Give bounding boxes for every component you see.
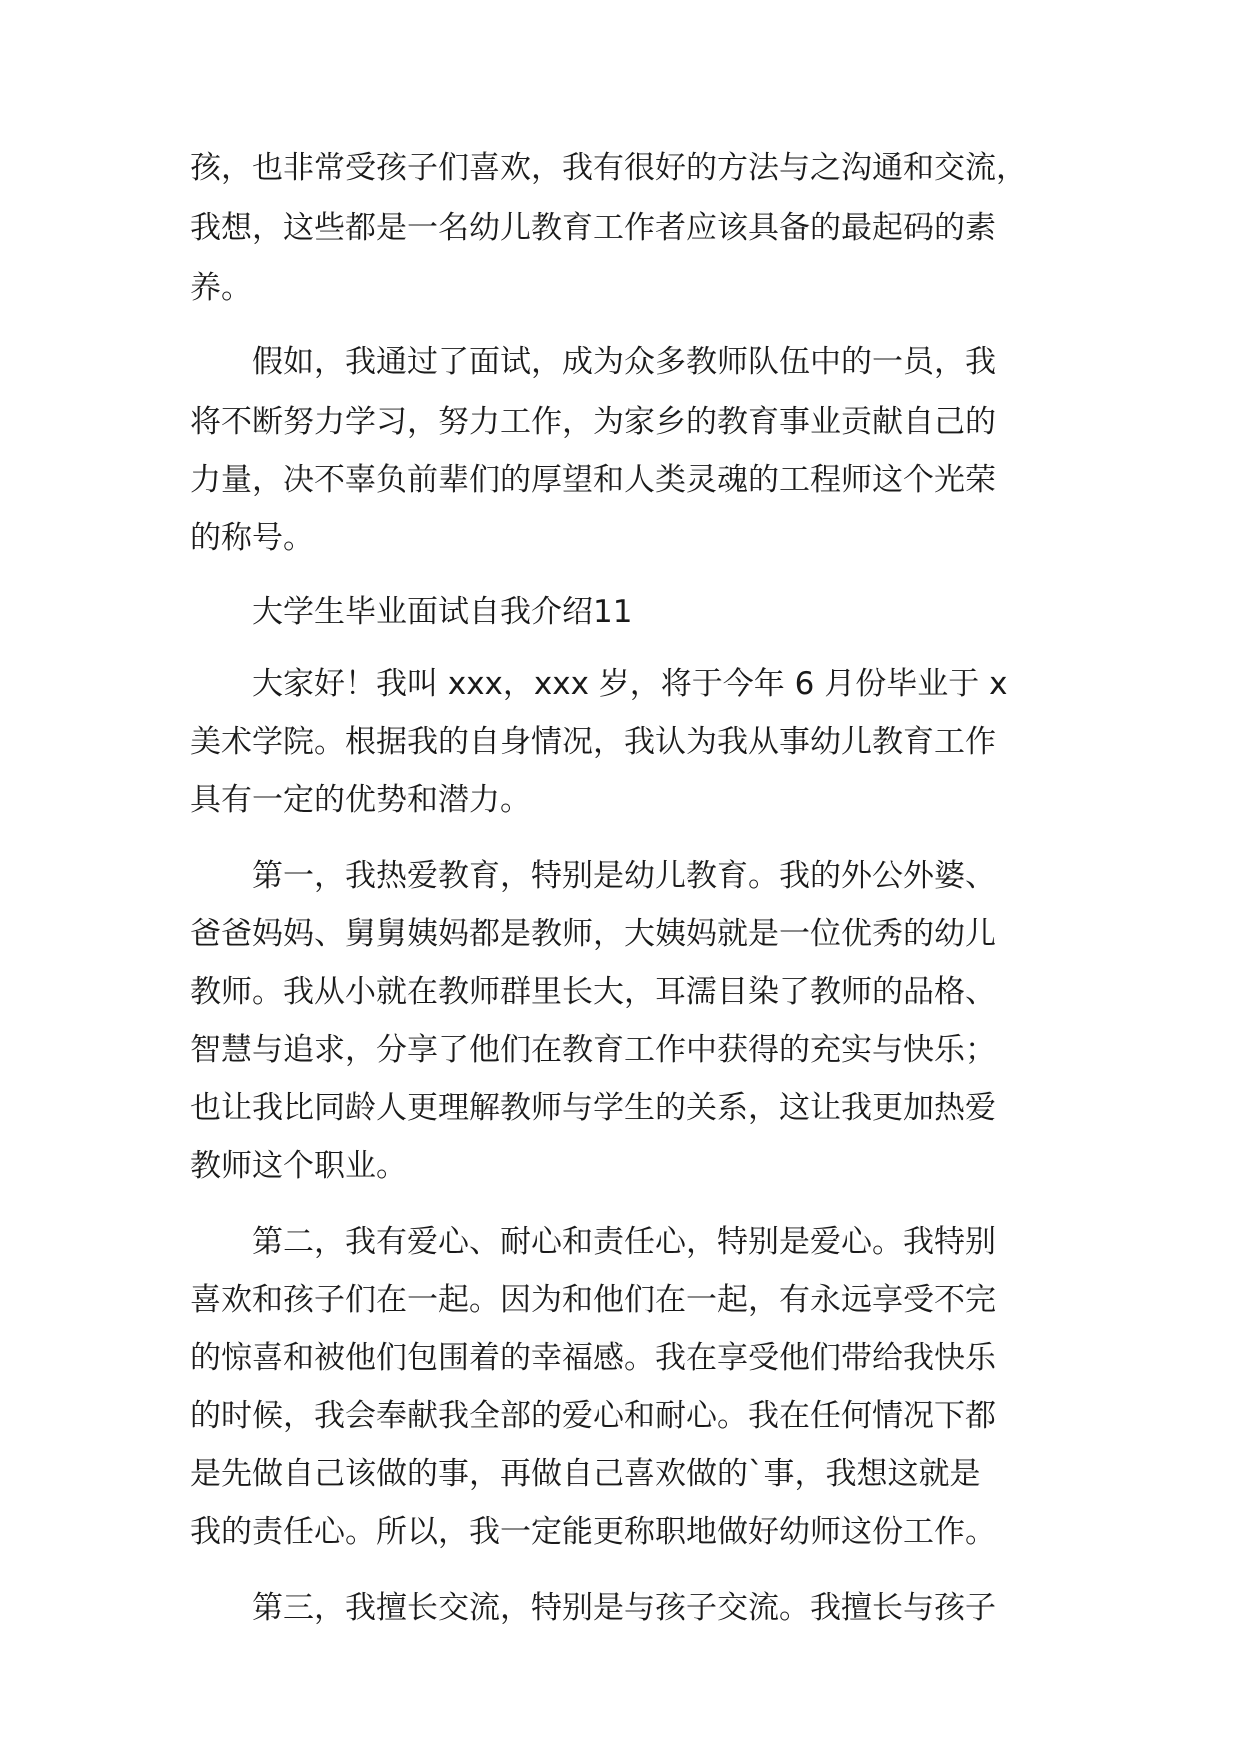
paragraph-first-line: 第一，我热爱教育，特别是幼儿教育。我的外公外婆、 bbox=[252, 858, 996, 894]
text-line: 我的责任心。所以，我一定能更称职地做好幼师这份工作。 bbox=[190, 1514, 996, 1550]
text-line: 我想，这些都是一名幼儿教育工作者应该具备的最起码的素 bbox=[190, 210, 996, 246]
text-line: 是先做自己该做的事，再做自己喜欢做的`事，我想这就是 bbox=[190, 1456, 981, 1492]
text-line: 美术学院。根据我的自身情况，我认为我从事幼儿教育工作 bbox=[190, 724, 996, 760]
paragraph-first-line: 第二，我有爱心、耐心和责任心，特别是爱心。我特别 bbox=[252, 1224, 996, 1260]
paragraph-first-line: 假如，我通过了面试，成为众多教师队伍中的一员，我 bbox=[252, 344, 996, 380]
text-line: 将不断努力学习，努力工作，为家乡的教育事业贡献自己的 bbox=[190, 404, 996, 440]
text-line: 孩，也非常受孩子们喜欢，我有很好的方法与之沟通和交流， bbox=[190, 150, 1027, 186]
text-line: 的称号。 bbox=[190, 520, 314, 556]
text-line: 喜欢和孩子们在一起。因为和他们在一起，有永远享受不完 bbox=[190, 1282, 996, 1318]
text-line: 智慧与追求，分享了他们在教育工作中获得的充实与快乐； bbox=[190, 1032, 996, 1068]
text-line: 养。 bbox=[190, 270, 252, 306]
text-line: 爸爸妈妈、舅舅姨妈都是教师，大姨妈就是一位优秀的幼儿 bbox=[190, 916, 996, 952]
text-line: 具有一定的优势和潜力。 bbox=[190, 782, 531, 818]
section-heading: 大学生毕业面试自我介绍11 bbox=[252, 594, 633, 630]
paragraph-first-line: 第三，我擅长交流，特别是与孩子交流。我擅长与孩子 bbox=[252, 1590, 996, 1626]
text-line: 的时候，我会奉献我全部的爱心和耐心。我在任何情况下都 bbox=[190, 1398, 996, 1434]
text-line: 力量，决不辜负前辈们的厚望和人类灵魂的工程师这个光荣 bbox=[190, 462, 996, 498]
text-line: 教师这个职业。 bbox=[190, 1148, 407, 1184]
paragraph-first-line: 大家好！我叫 xxx，xxx 岁，将于今年 6 月份毕业于 x bbox=[252, 666, 1008, 702]
text-line: 也让我比同龄人更理解教师与学生的关系，这让我更加热爱 bbox=[190, 1090, 996, 1126]
text-line: 教师。我从小就在教师群里长大，耳濡目染了教师的品格、 bbox=[190, 974, 996, 1010]
text-line: 的惊喜和被他们包围着的幸福感。我在享受他们带给我快乐 bbox=[190, 1340, 996, 1376]
